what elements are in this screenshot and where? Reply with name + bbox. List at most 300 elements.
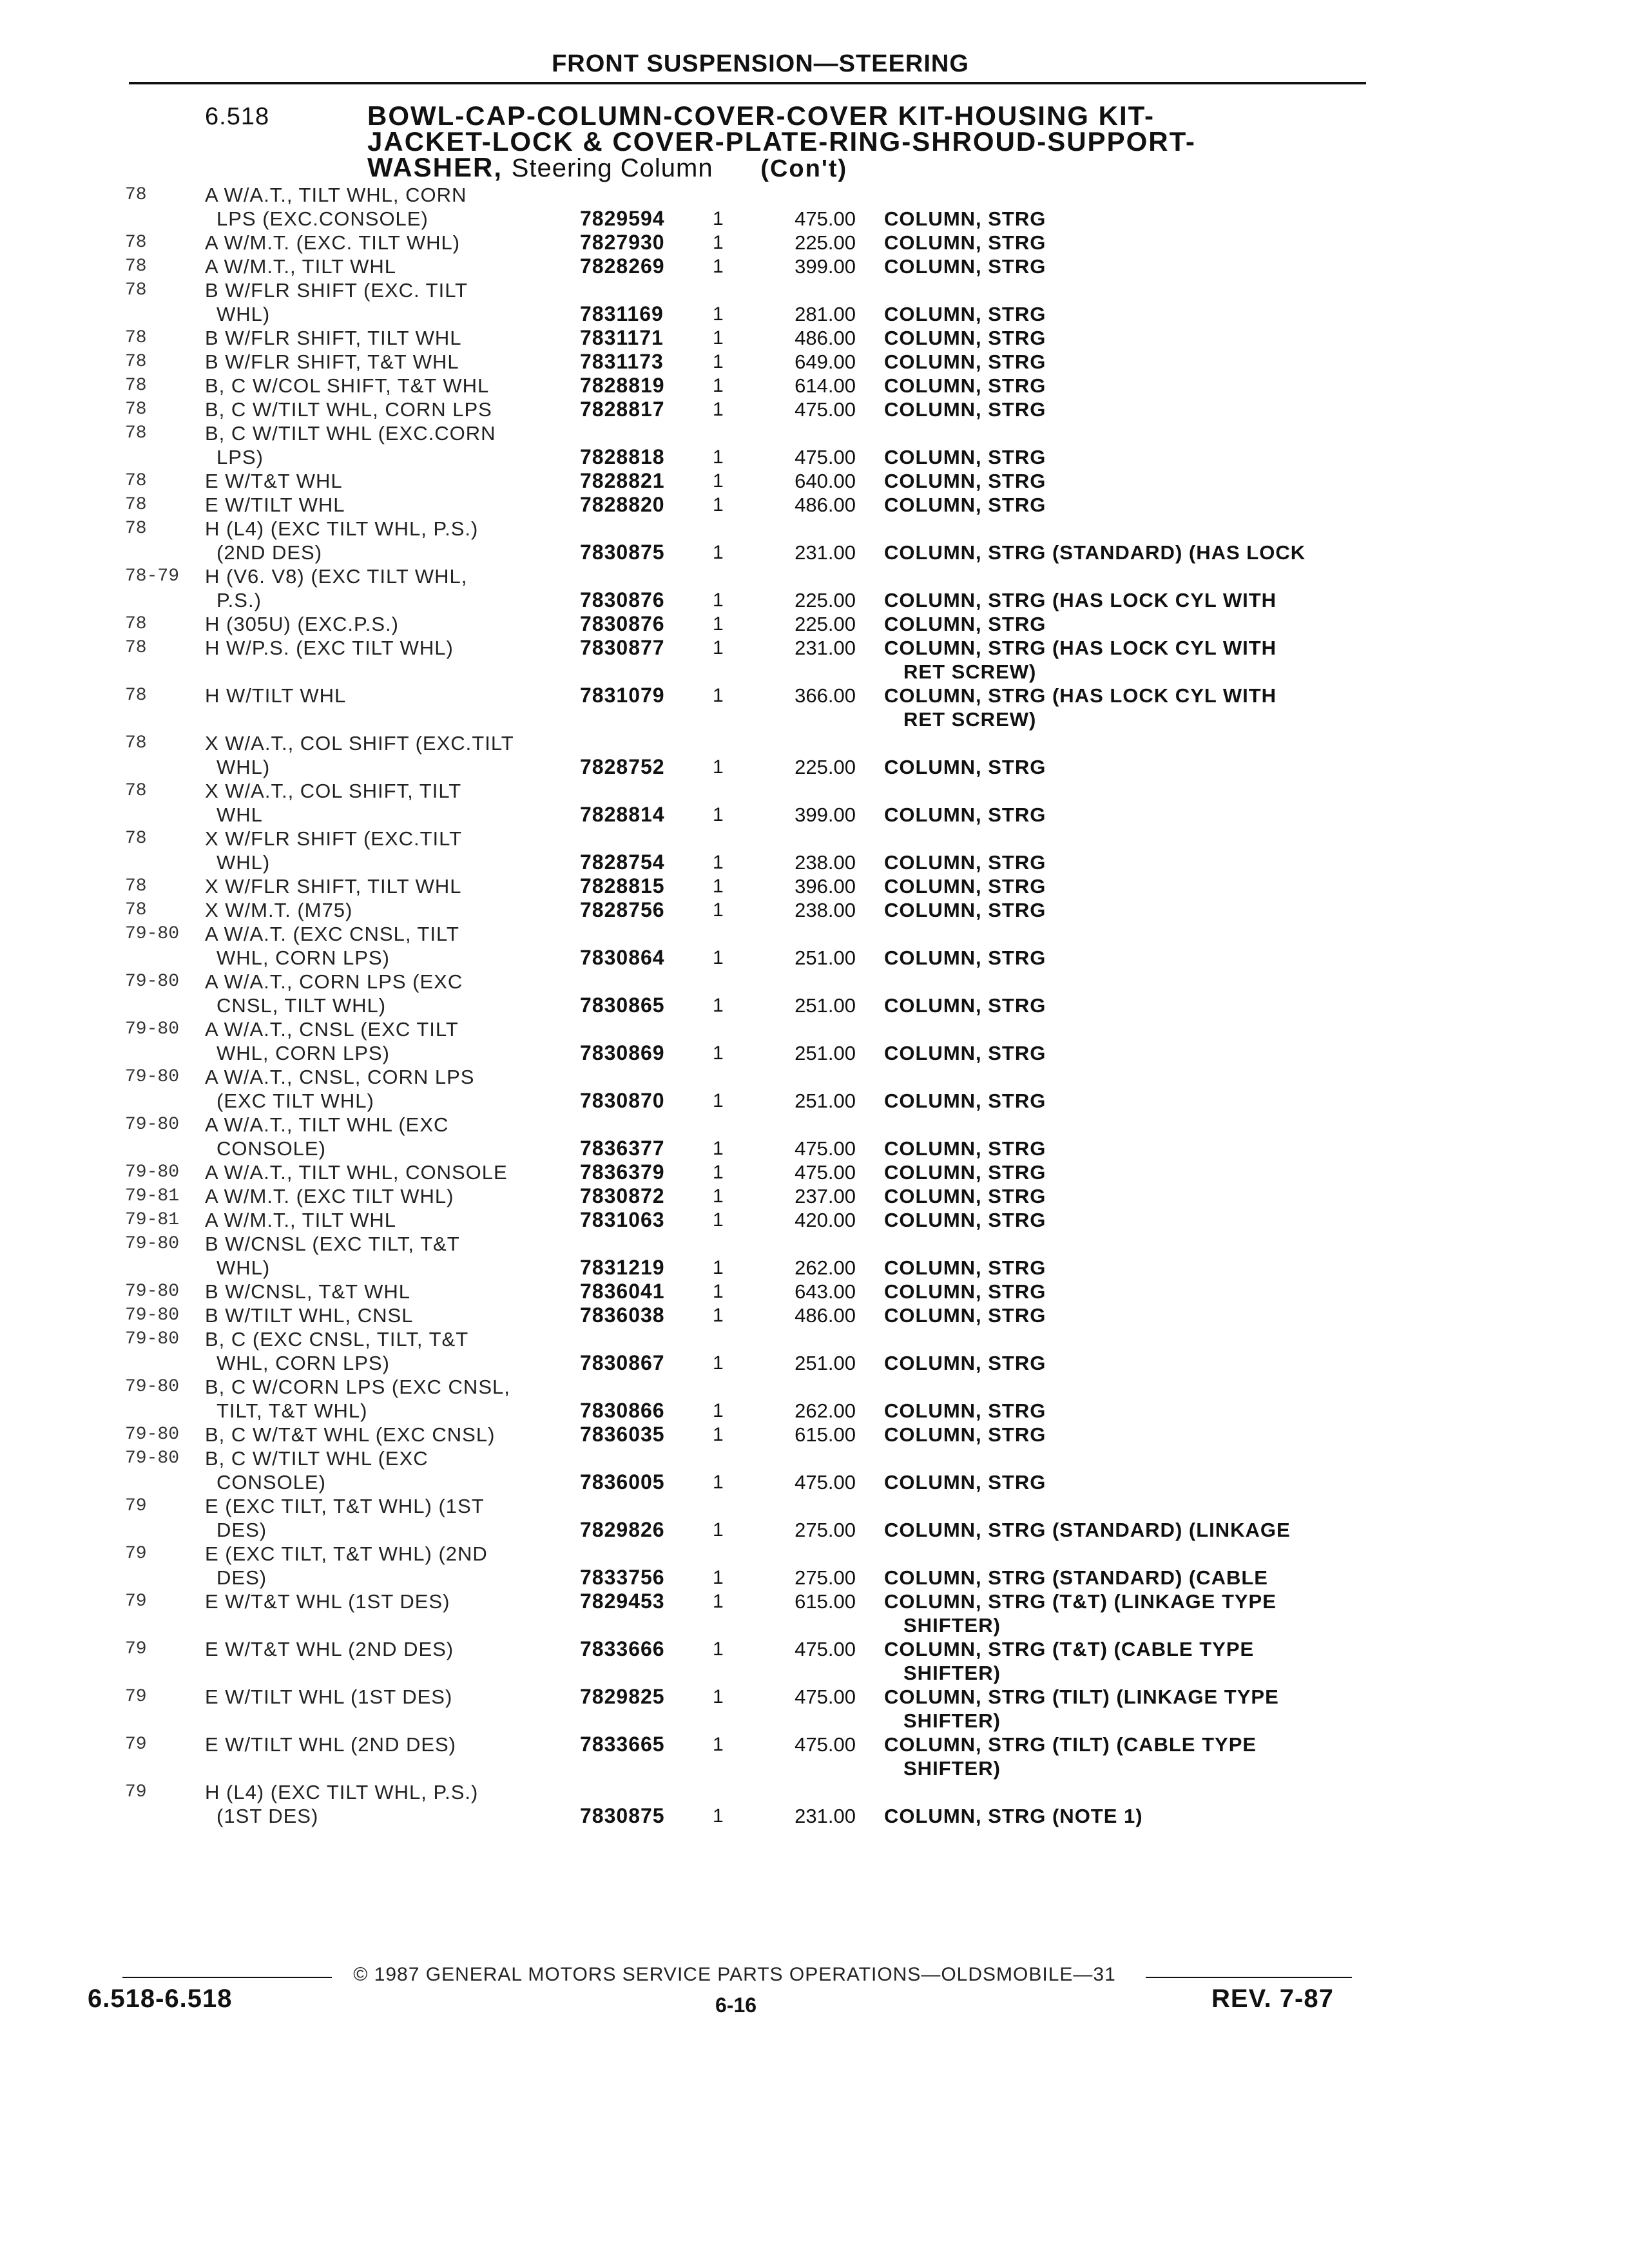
part-row — [0, 1542, 1629, 1590]
price: 475.00 — [795, 398, 856, 421]
quantity: 1 — [713, 1090, 724, 1111]
application-description — [205, 874, 461, 898]
part-number: 7833666 — [580, 1637, 665, 1660]
quantity: 1 — [713, 1186, 724, 1207]
part-description: RET SCREW) — [903, 708, 1037, 731]
part-description: COLUMN, STRG — [884, 803, 1046, 826]
application-text: P.S.) — [217, 589, 262, 611]
application-description — [205, 922, 459, 946]
model-year: 79 — [125, 1782, 147, 1802]
application-description — [217, 302, 270, 326]
part-row — [0, 517, 1629, 564]
part-description: COLUMN, STRG — [884, 1185, 1046, 1207]
application-text: WHL) — [217, 851, 271, 874]
application-description — [217, 850, 270, 874]
part-description: COLUMN, STRG — [884, 470, 1046, 492]
part-row-line — [0, 1590, 1629, 1613]
part-row-line — [0, 731, 1629, 755]
part-row-line — [0, 1494, 1629, 1518]
part-row-line — [0, 1089, 1629, 1113]
part-description: COLUMN, STRG — [884, 1471, 1046, 1494]
model-year: 79-80 — [125, 1448, 180, 1468]
application-description — [205, 1542, 488, 1566]
application-text: E W/T&T WHL (1ST DES) — [205, 1590, 450, 1613]
model-year: 79 — [125, 1735, 147, 1754]
application-description — [205, 1113, 448, 1137]
part-number: 7829453 — [580, 1590, 665, 1613]
application-text: B, C W/TILT WHL (EXC.CORN — [205, 422, 496, 445]
model-year: 79-80 — [125, 1067, 180, 1087]
part-description: COLUMN, STRG (HAS LOCK CYL WITH — [884, 637, 1277, 659]
quantity: 1 — [713, 637, 724, 658]
application-text: A W/A.T., TILT WHL (EXC — [205, 1113, 449, 1136]
part-row-line — [0, 874, 1629, 898]
part-row-line — [0, 1232, 1629, 1256]
page-header — [129, 50, 1366, 84]
part-description: COLUMN, STRG — [884, 1042, 1046, 1064]
quantity: 1 — [713, 1043, 724, 1064]
price: 281.00 — [795, 303, 856, 325]
part-row-line — [0, 1399, 1629, 1423]
part-row-line — [0, 374, 1629, 398]
part-row-line — [0, 326, 1629, 350]
part-row-line — [0, 255, 1629, 278]
application-text: WHL, CORN LPS) — [217, 1352, 390, 1374]
part-row — [0, 970, 1629, 1017]
application-description — [205, 255, 396, 278]
part-row-line — [0, 898, 1629, 922]
model-year: 79-81 — [125, 1210, 180, 1230]
part-row-line — [0, 517, 1629, 541]
part-row — [0, 898, 1629, 922]
part-description: COLUMN, STRG — [884, 303, 1046, 325]
application-text: B, C W/T&T WHL (EXC CNSL) — [205, 1423, 496, 1446]
application-description — [217, 946, 390, 970]
part-number: 7828752 — [580, 755, 665, 778]
part-description: RET SCREW) — [903, 660, 1037, 683]
model-year: 79 — [125, 1496, 147, 1516]
part-row-line — [0, 231, 1629, 255]
part-row — [0, 636, 1629, 684]
part-row — [0, 1327, 1629, 1375]
part-number: 7836005 — [580, 1470, 665, 1494]
price: 251.00 — [795, 994, 856, 1017]
application-description — [217, 994, 386, 1017]
price: 475.00 — [795, 1161, 856, 1184]
part-description: COLUMN, STRG — [884, 255, 1046, 278]
price: 475.00 — [795, 1686, 856, 1708]
part-number: 7833665 — [580, 1733, 665, 1756]
part-description: COLUMN, STRG — [884, 231, 1046, 254]
quantity: 1 — [713, 685, 724, 706]
application-text: A W/A.T., TILT WHL, CORN — [205, 184, 467, 206]
price: 475.00 — [795, 446, 856, 468]
quantity: 1 — [713, 804, 724, 825]
application-description — [205, 1160, 508, 1184]
part-row-line — [0, 398, 1629, 421]
price: 486.00 — [795, 494, 856, 516]
part-description: COLUMN, STRG — [884, 875, 1046, 898]
part-description: COLUMN, STRG — [884, 327, 1046, 349]
part-row — [0, 684, 1629, 731]
application-description — [217, 1256, 270, 1280]
quantity: 1 — [713, 470, 724, 492]
part-number: 7828756 — [580, 898, 665, 921]
section-title-line-1: BOWL-CAP-COLUMN-COVER-COVER KIT-HOUSING KIT- — [367, 101, 1155, 131]
quantity: 1 — [713, 876, 724, 897]
application-text: E W/T&T WHL (2ND DES) — [205, 1638, 454, 1660]
application-text: CONSOLE) — [217, 1137, 326, 1160]
part-row — [0, 469, 1629, 493]
part-row — [0, 1375, 1629, 1423]
quantity: 1 — [713, 1639, 724, 1660]
part-row-line — [0, 707, 1629, 731]
part-number: 7831063 — [580, 1208, 665, 1231]
section-number: 6.518 — [205, 103, 270, 130]
section-title-word: WASHER, — [367, 152, 503, 182]
application-description — [205, 398, 492, 421]
model-year: 78 — [125, 185, 147, 205]
part-row-line — [0, 660, 1629, 684]
price: 275.00 — [795, 1519, 856, 1541]
part-row — [0, 1685, 1629, 1733]
part-number: 7831171 — [580, 326, 664, 349]
part-row-line — [0, 1733, 1629, 1756]
quantity: 1 — [713, 995, 724, 1016]
part-description: COLUMN, STRG (HAS LOCK CYL WITH — [884, 684, 1277, 707]
application-text: TILT, T&T WHL) — [217, 1399, 368, 1422]
application-text: A W/A.T., TILT WHL, CONSOLE — [205, 1161, 508, 1184]
part-description: SHIFTER) — [903, 1614, 1001, 1637]
part-row — [0, 1065, 1629, 1113]
quantity: 1 — [713, 447, 724, 468]
part-number: 7830876 — [580, 588, 665, 611]
part-number: 7828820 — [580, 493, 665, 516]
quantity: 1 — [713, 1424, 724, 1445]
part-description: COLUMN, STRG (STANDARD) (LINKAGE — [884, 1519, 1291, 1541]
model-year: 78 — [125, 638, 147, 658]
application-text: A W/M.T. (EXC TILT WHL) — [205, 1185, 454, 1207]
price: 231.00 — [795, 1805, 856, 1827]
part-row-line — [0, 1184, 1629, 1208]
part-row-line — [0, 1208, 1629, 1232]
part-description: COLUMN, STRG — [884, 756, 1046, 778]
application-text: A W/A.T., CNSL (EXC TILT — [205, 1018, 459, 1041]
part-row — [0, 421, 1629, 469]
quantity: 1 — [713, 1400, 724, 1421]
application-description — [205, 183, 467, 207]
price: 486.00 — [795, 327, 856, 349]
application-description — [205, 612, 399, 636]
part-row — [0, 374, 1629, 398]
part-description: COLUMN, STRG — [884, 613, 1046, 635]
application-text: H (L4) (EXC TILT WHL, P.S.) — [205, 1781, 479, 1803]
application-text: B, C W/CORN LPS (EXC CNSL, — [205, 1376, 510, 1398]
application-text: LPS (EXC.CONSOLE) — [217, 207, 429, 230]
price: 420.00 — [795, 1209, 856, 1231]
part-number: 7828269 — [580, 255, 665, 278]
part-description: COLUMN, STRG — [884, 994, 1046, 1017]
part-number: 7828814 — [580, 803, 665, 826]
part-description: COLUMN, STRG — [884, 851, 1046, 874]
part-number: 7828815 — [580, 874, 665, 898]
part-number: 7828819 — [580, 374, 665, 397]
part-number: 7831169 — [580, 302, 664, 325]
quantity: 1 — [713, 542, 724, 563]
section-title-line-3 — [367, 152, 1373, 182]
quantity: 1 — [713, 1472, 724, 1493]
price: 399.00 — [795, 803, 856, 826]
part-number: 7828821 — [580, 469, 665, 492]
application-text: B W/FLR SHIFT, T&T WHL — [205, 351, 459, 373]
part-number: 7829594 — [580, 207, 665, 230]
part-row-line — [0, 207, 1629, 231]
part-row-line — [0, 541, 1629, 564]
price: 225.00 — [795, 613, 856, 635]
part-row-line — [0, 1685, 1629, 1709]
application-description — [205, 1065, 474, 1089]
application-description — [205, 1303, 413, 1327]
part-row-line — [0, 1423, 1629, 1446]
part-row — [0, 731, 1629, 779]
application-text: A W/A.T., CORN LPS (EXC — [205, 970, 463, 993]
part-row — [0, 874, 1629, 898]
parts-list — [0, 183, 1629, 1828]
part-row — [0, 1280, 1629, 1303]
model-year: 79-80 — [125, 1162, 180, 1182]
application-text: A W/M.T., TILT WHL — [205, 1209, 397, 1231]
application-description — [217, 1041, 390, 1065]
model-year: 78 — [125, 280, 147, 300]
application-description — [205, 326, 461, 350]
model-year: 78 — [125, 519, 147, 539]
application-description — [205, 1494, 485, 1518]
part-row — [0, 183, 1629, 231]
part-row-line — [0, 684, 1629, 707]
application-description — [205, 970, 463, 994]
application-description — [205, 898, 352, 922]
quantity: 1 — [713, 208, 724, 229]
application-description — [205, 1327, 468, 1351]
price: 486.00 — [795, 1304, 856, 1327]
part-row-line — [0, 1566, 1629, 1590]
price: 366.00 — [795, 684, 856, 707]
application-description — [217, 1089, 374, 1113]
price: 238.00 — [795, 851, 856, 874]
part-row — [0, 1113, 1629, 1160]
part-row-line — [0, 827, 1629, 850]
part-row — [0, 398, 1629, 421]
part-row-line — [0, 1780, 1629, 1804]
part-row-line — [0, 946, 1629, 970]
price: 396.00 — [795, 875, 856, 898]
application-text: H W/TILT WHL — [205, 684, 347, 707]
page-reference: 6.518-6.518 — [88, 1984, 233, 2013]
section-title — [367, 103, 1373, 182]
part-row-line — [0, 1113, 1629, 1137]
part-row — [0, 1780, 1629, 1828]
part-number: 7828818 — [580, 445, 665, 468]
application-description — [205, 231, 460, 255]
part-row — [0, 1208, 1629, 1232]
part-description: COLUMN, STRG (T&T) (CABLE TYPE — [884, 1638, 1255, 1660]
part-row-line — [0, 612, 1629, 636]
application-text: B, C W/COL SHIFT, T&T WHL — [205, 374, 490, 397]
part-number: 7830866 — [580, 1399, 665, 1422]
quantity: 1 — [713, 1591, 724, 1612]
model-year: 78 — [125, 781, 147, 801]
part-description: COLUMN, STRG — [884, 1090, 1046, 1112]
quantity: 1 — [713, 1209, 724, 1231]
price: 475.00 — [795, 207, 856, 230]
section-subtitle: Steering Column — [511, 154, 713, 182]
part-row-line — [0, 1256, 1629, 1280]
part-row — [0, 827, 1629, 874]
part-row-line — [0, 636, 1629, 660]
quantity: 1 — [713, 327, 724, 349]
footer-rule-right — [1146, 1977, 1352, 1978]
application-text: (2ND DES) — [217, 541, 323, 564]
part-row — [0, 231, 1629, 255]
price: 275.00 — [795, 1566, 856, 1589]
quantity: 1 — [713, 613, 724, 635]
part-row-line — [0, 1280, 1629, 1303]
price: 262.00 — [795, 1256, 856, 1279]
part-description: COLUMN, STRG — [884, 446, 1046, 468]
quantity: 1 — [713, 1352, 724, 1374]
part-number: 7831219 — [580, 1256, 665, 1279]
part-description: COLUMN, STRG — [884, 1423, 1046, 1446]
application-description — [205, 1208, 396, 1232]
part-row — [0, 1423, 1629, 1446]
price: 231.00 — [795, 637, 856, 659]
model-year: 78 — [125, 423, 147, 443]
application-text: B W/FLR SHIFT, TILT WHL — [205, 327, 462, 349]
quantity: 1 — [713, 256, 724, 277]
model-year: 79-80 — [125, 1019, 180, 1039]
model-year: 79-80 — [125, 1305, 180, 1325]
part-row-line — [0, 1756, 1629, 1780]
model-year: 79-80 — [125, 1282, 180, 1302]
model-year: 78 — [125, 614, 147, 634]
model-year: 78 — [125, 376, 147, 396]
application-description — [205, 1017, 459, 1041]
part-description: COLUMN, STRG — [884, 351, 1046, 373]
model-year: 78 — [125, 495, 147, 515]
application-text: CONSOLE) — [217, 1471, 326, 1494]
application-description — [205, 517, 478, 541]
model-year: 79-80 — [125, 924, 180, 944]
model-year: 79-80 — [125, 1377, 180, 1397]
part-row — [0, 779, 1629, 827]
application-text: B W/CNSL (EXC TILT, T&T — [205, 1233, 460, 1255]
application-description — [205, 374, 489, 398]
price: 251.00 — [795, 1090, 856, 1112]
model-year: 78 — [125, 900, 147, 920]
quantity: 1 — [713, 351, 724, 372]
quantity: 1 — [713, 1162, 724, 1183]
quantity: 1 — [713, 375, 724, 396]
part-row-line — [0, 1709, 1629, 1733]
part-row-line — [0, 850, 1629, 874]
part-row-line — [0, 1804, 1629, 1828]
part-row-line — [0, 445, 1629, 469]
part-row-line — [0, 1137, 1629, 1160]
quantity: 1 — [713, 1138, 724, 1159]
part-description: SHIFTER) — [903, 1709, 1001, 1732]
part-row-line — [0, 803, 1629, 827]
model-year: 78 — [125, 876, 147, 896]
part-number: 7829825 — [580, 1685, 665, 1708]
price: 251.00 — [795, 1352, 856, 1374]
part-number: 7836379 — [580, 1160, 665, 1184]
application-text: CNSL, TILT WHL) — [217, 994, 387, 1017]
application-description — [217, 1351, 390, 1375]
part-description: COLUMN, STRG — [884, 1137, 1046, 1160]
part-row-line — [0, 1446, 1629, 1470]
part-row — [0, 493, 1629, 517]
model-year: 78 — [125, 233, 147, 253]
part-description: COLUMN, STRG (STANDARD) (HAS LOCK — [884, 541, 1306, 564]
price: 475.00 — [795, 1471, 856, 1494]
part-number: 7828754 — [580, 850, 665, 874]
part-row — [0, 326, 1629, 350]
application-description — [205, 1685, 452, 1709]
part-description: COLUMN, STRG — [884, 1209, 1046, 1231]
part-row-line — [0, 1160, 1629, 1184]
model-year: 79 — [125, 1639, 147, 1659]
application-text: B W/CNSL, T&T WHL — [205, 1280, 411, 1303]
part-description: COLUMN, STRG — [884, 1399, 1046, 1422]
part-number: 7831079 — [580, 684, 665, 707]
quantity: 1 — [713, 1805, 724, 1827]
part-row — [0, 564, 1629, 612]
model-year: 78 — [125, 352, 147, 372]
quantity: 1 — [713, 1519, 724, 1541]
application-text: B W/FLR SHIFT (EXC. TILT — [205, 279, 468, 302]
application-description — [205, 1446, 429, 1470]
application-description — [205, 1780, 478, 1804]
application-description — [205, 684, 346, 707]
part-number: 7830867 — [580, 1351, 665, 1374]
part-description: COLUMN, STRG — [884, 1256, 1046, 1279]
application-text: WHL, CORN LPS) — [217, 1042, 390, 1064]
model-year: 79-81 — [125, 1186, 180, 1206]
quantity: 1 — [713, 232, 724, 253]
price: 225.00 — [795, 231, 856, 254]
application-description — [217, 1566, 267, 1590]
part-number: 7827930 — [580, 231, 665, 254]
price: 399.00 — [795, 255, 856, 278]
application-description — [205, 1184, 454, 1208]
application-description — [205, 827, 462, 850]
part-row-line — [0, 1303, 1629, 1327]
price: 251.00 — [795, 1042, 856, 1064]
model-year: 79-80 — [125, 1329, 180, 1349]
model-year: 79 — [125, 1591, 147, 1611]
part-row — [0, 1733, 1629, 1780]
model-year: 78 — [125, 829, 147, 849]
application-description — [205, 1375, 510, 1399]
application-text: WHL) — [217, 756, 271, 778]
part-number: 7828817 — [580, 398, 665, 421]
section-title-line-2: JACKET-LOCK & COVER-PLATE-RING-SHROUD-SUPPORT- — [367, 126, 1196, 157]
part-number: 7830877 — [580, 636, 665, 659]
application-description — [205, 1232, 460, 1256]
application-description — [205, 636, 454, 660]
part-description: COLUMN, STRG — [884, 1352, 1046, 1374]
part-row-line — [0, 1661, 1629, 1685]
